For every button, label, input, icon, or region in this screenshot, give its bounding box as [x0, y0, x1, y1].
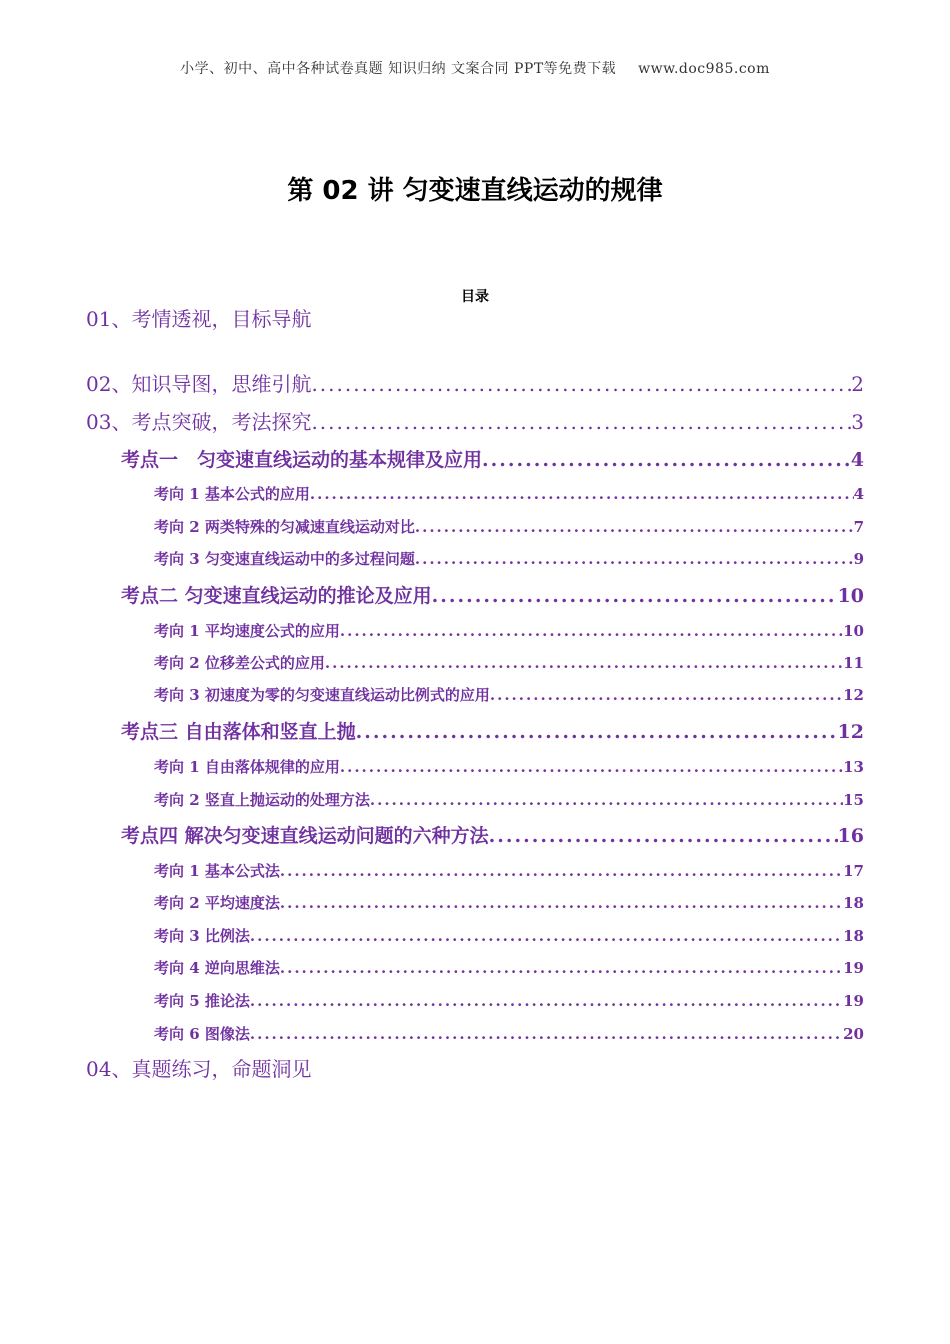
toc-entry-label: 01、考情透视，目标导航 — [86, 307, 312, 331]
toc-entry-page: 7 — [853, 518, 864, 536]
toc-entry-label: 考向 3 匀变速直线运动中的多过程问题 — [154, 550, 415, 568]
toc-entry-page: 19 — [843, 959, 864, 977]
toc-entry-label: 考向 3 初速度为零的匀变速直线运动比例式的应用 — [154, 686, 490, 704]
toc-section-2[interactable] — [121, 581, 864, 608]
toc-subsection[interactable] — [154, 1023, 864, 1044]
toc-section-4[interactable] — [121, 821, 864, 848]
toc-entry-03[interactable] — [86, 406, 864, 435]
toc-subsection[interactable] — [154, 957, 864, 978]
toc-entry-label: 考向 4 逆向思维法 — [154, 959, 280, 977]
toc-subsection[interactable] — [154, 548, 864, 569]
toc-entry-label: 考向 2 平均速度法 — [154, 894, 280, 912]
header-text: 小学、初中、高中各种试卷真题 知识归纳 文案合同 PPT等免费下载 — [180, 61, 617, 77]
toc-entry-page: 20 — [843, 1025, 864, 1043]
toc-entry-label: 考向 5 推论法 — [154, 992, 250, 1010]
header-site-link[interactable]: www.doc985.com — [638, 61, 770, 77]
toc-entry-label: 考向 6 图像法 — [154, 1025, 250, 1043]
toc-entry-label: 考向 3 比例法 — [154, 927, 250, 945]
toc-subsection[interactable] — [154, 990, 864, 1011]
toc-entry-page: 2 — [851, 372, 864, 396]
toc-entry-page: 3 — [851, 410, 864, 434]
toc-entry-label: 考向 1 基本公式法 — [154, 862, 280, 880]
toc-entry-label: 02、知识导图，思维引航 — [86, 372, 312, 396]
toc-subsection[interactable] — [154, 860, 864, 881]
toc-entry-page: 4 — [853, 485, 864, 503]
toc-subsection[interactable] — [154, 620, 864, 641]
toc-entry-label: 考向 1 基本公式的应用 — [154, 485, 310, 503]
toc-entry-label: 04、真题练习，命题洞见 — [86, 1057, 312, 1081]
toc-entry-01[interactable] — [86, 306, 326, 332]
toc-entry-page: 9 — [853, 550, 864, 568]
toc-subsection[interactable] — [154, 684, 864, 705]
toc-entry-page: 15 — [843, 791, 864, 809]
toc-entry-page: 11 — [843, 654, 864, 672]
toc-entry-page: 18 — [843, 927, 864, 945]
toc-entry-page: 19 — [843, 992, 864, 1010]
toc-entry-label: 考向 2 两类特殊的匀减速直线运动对比 — [154, 518, 415, 536]
toc-entry-label: 考点三 自由落体和竖直上抛 — [121, 721, 356, 743]
toc-entry-page: 17 — [843, 862, 864, 880]
toc-entry-label: 考点二 匀变速直线运动的推论及应用 — [121, 585, 432, 607]
toc-subsection[interactable] — [154, 789, 864, 810]
toc-entry-page: 18 — [843, 894, 864, 912]
toc-entry-label: 考向 1 自由落体规律的应用 — [154, 758, 340, 776]
toc-entry-label: 考向 1 平均速度公式的应用 — [154, 622, 340, 640]
toc-entry-label: 考向 2 位移差公式的应用 — [154, 654, 325, 672]
toc-entry-page: 10 — [843, 622, 864, 640]
toc-entry-page: 12 — [837, 721, 864, 743]
toc-heading: 目录 — [461, 289, 489, 305]
page-header — [0, 58, 950, 78]
page-title: 第 02 讲 匀变速直线运动的规律 — [287, 176, 663, 206]
toc-subsection[interactable] — [154, 756, 864, 777]
toc-entry-04[interactable] — [86, 1056, 486, 1082]
toc-section-3[interactable] — [121, 717, 864, 744]
toc-subsection[interactable] — [154, 652, 864, 673]
toc-entry-page: 10 — [837, 585, 864, 607]
toc-entry-page: 16 — [837, 825, 864, 847]
toc-entry-page: 4 — [850, 449, 864, 471]
toc-subsection[interactable] — [154, 516, 864, 537]
toc-subsection[interactable] — [154, 892, 864, 913]
toc-entry-label: 03、考点突破，考法探究 — [86, 410, 312, 434]
toc-entry-label: 考点四 解决匀变速直线运动问题的六种方法 — [121, 825, 489, 847]
toc-subsection[interactable] — [154, 483, 864, 504]
toc-section-1[interactable] — [121, 445, 864, 472]
toc-entry-label: 考点一 匀变速直线运动的基本规律及应用 — [121, 449, 483, 471]
toc-entry-label: 考向 2 竖直上抛运动的处理方法 — [154, 791, 370, 809]
toc-subsection[interactable] — [154, 925, 864, 946]
toc-entry-page: 13 — [843, 758, 864, 776]
toc-entry-02[interactable] — [86, 368, 864, 397]
toc-entry-page: 12 — [843, 686, 864, 704]
